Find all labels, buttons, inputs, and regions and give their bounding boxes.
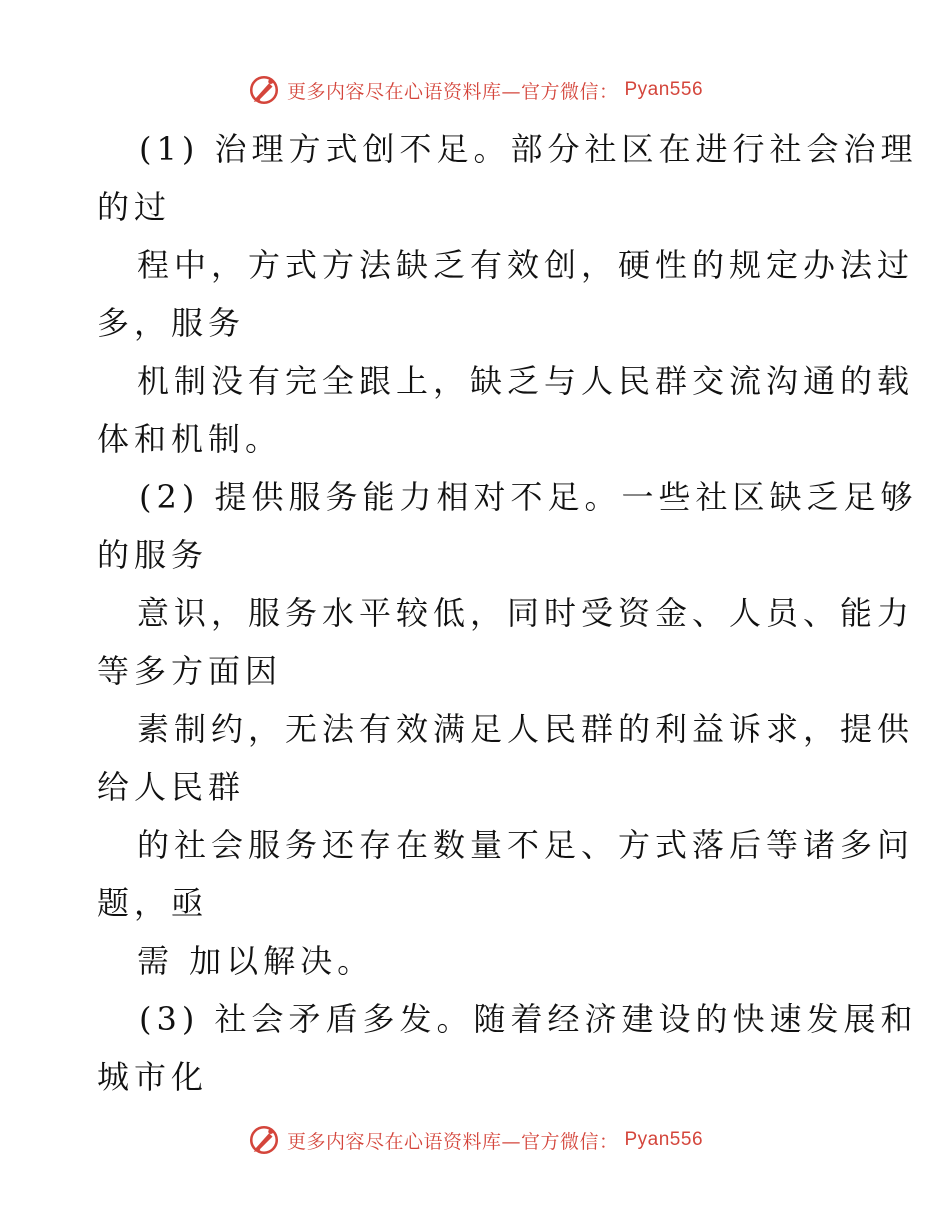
header-watermark xyxy=(0,70,950,110)
watermark-content xyxy=(247,73,703,107)
paragraph-1-line-3: 程中，方式方法缺乏有效创，硬性的规定办法过 xyxy=(137,246,915,284)
document-body xyxy=(97,120,918,1106)
watermark-text: 更多内容尽在心语资料库—官方微信： xyxy=(286,80,619,103)
paragraph-1-line-5: 机制没有完全跟上，缺乏与人民群交流沟通的载 xyxy=(137,362,915,400)
paragraph-2-line-3: 意识，服务水平较低，同时受资金、人员、能力 xyxy=(137,594,915,632)
paragraph-3-line-1: (3) 社会矛盾多发。随着经济建设的快速发展和 xyxy=(139,1000,918,1038)
paragraph-2-line-7: 的社会服务还存在数量不足、方式落后等诸多问 xyxy=(137,826,915,864)
paragraph-2-line-1: (2) 提供服务能力相对不足。一些社区缺乏足够 xyxy=(139,478,918,516)
paragraph-1-line-2: 的过 xyxy=(97,188,172,226)
pen-nib-logo-icon xyxy=(247,1123,281,1157)
paragraph-2-line-2: 的服务 xyxy=(97,536,209,574)
watermark-wechat-id: Pyan556 xyxy=(624,1129,704,1150)
paragraph-2-line-9: 需 加以解决。 xyxy=(137,942,375,980)
paragraph-1-line-1: (1) 治理方式创不足。部分社区在进行社会治理 xyxy=(139,130,918,168)
paragraph-1-line-4: 多，服务 xyxy=(97,304,246,342)
watermark-wechat-id: Pyan556 xyxy=(624,79,704,100)
paragraph-2-line-5: 素制约，无法有效满足人民群的利益诉求，提供 xyxy=(137,710,915,748)
paragraph-1-line-6: 体和机制。 xyxy=(97,420,283,458)
paragraph-2-line-8: 题，亟 xyxy=(97,884,209,922)
paragraph-3-line-2: 城市化 xyxy=(97,1058,209,1096)
paragraph-2-line-4: 等多方面因 xyxy=(97,652,283,690)
footer-watermark xyxy=(0,1120,950,1160)
watermark-text: 更多内容尽在心语资料库—官方微信： xyxy=(286,1130,619,1153)
paragraph-2-line-6: 给人民群 xyxy=(97,768,246,806)
pen-nib-logo-icon xyxy=(247,73,281,107)
watermark-content xyxy=(247,1123,703,1157)
